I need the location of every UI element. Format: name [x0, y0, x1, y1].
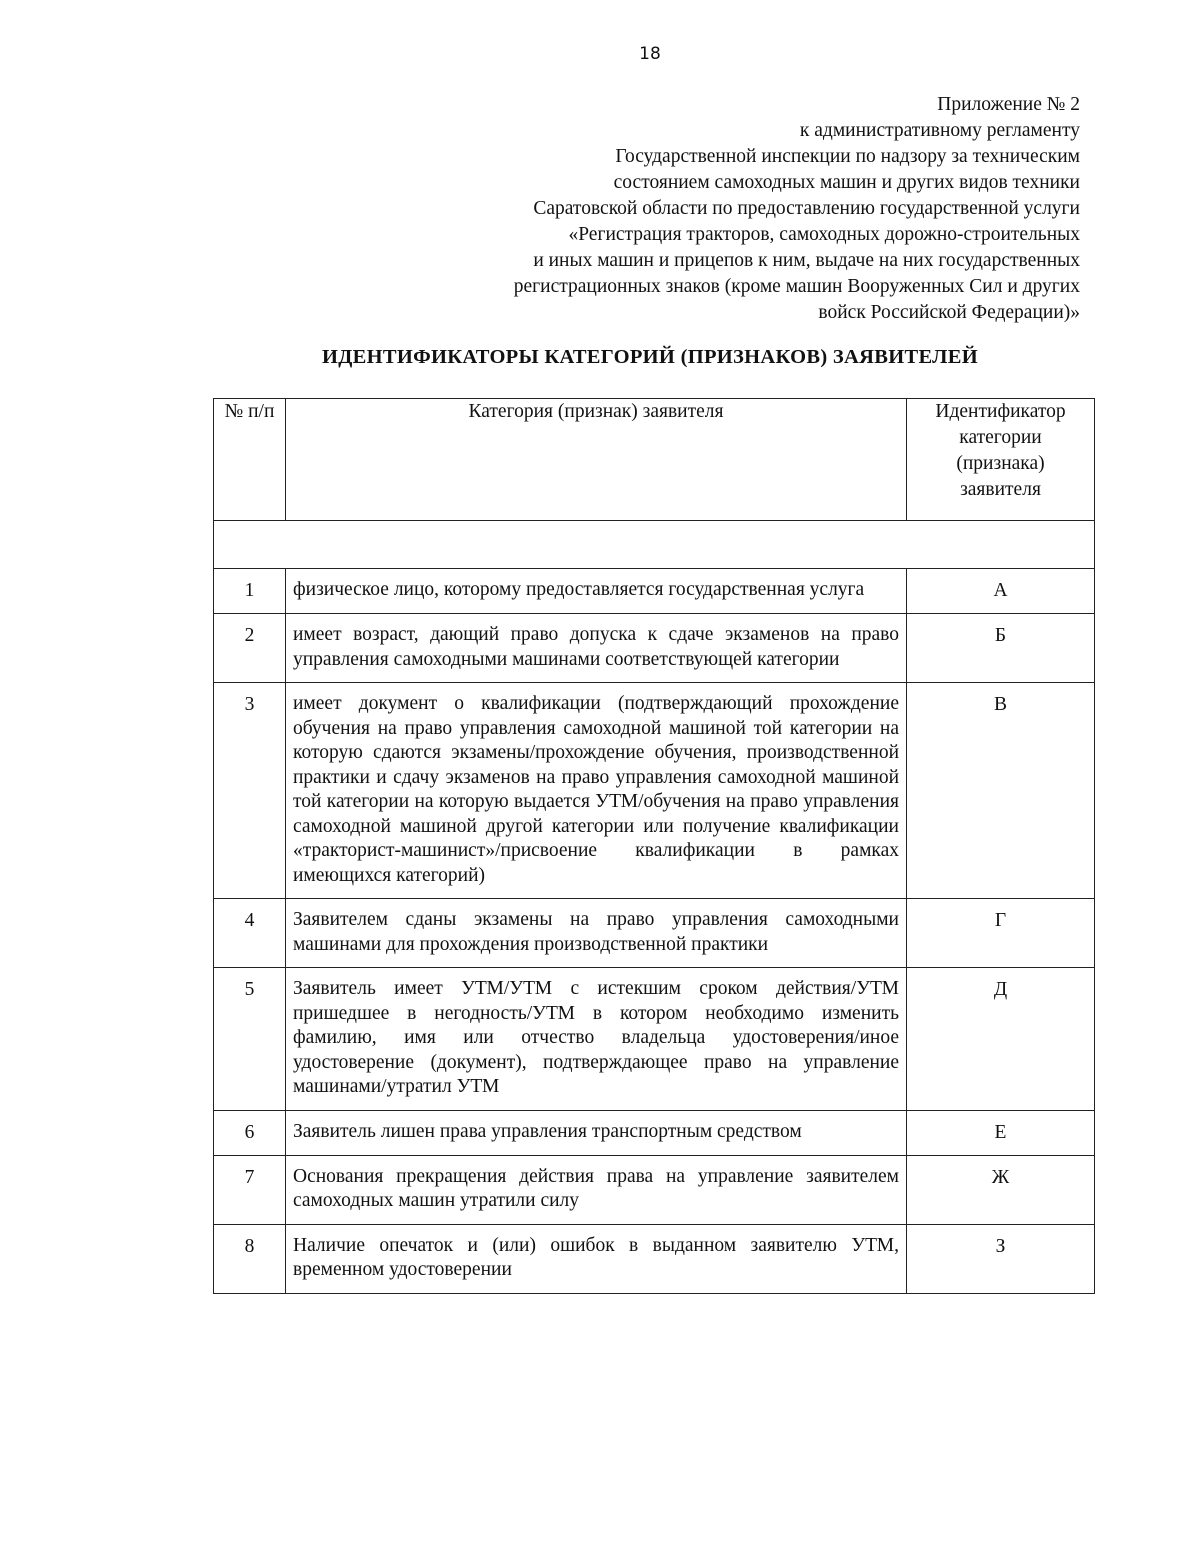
row-num: 1 — [214, 569, 286, 614]
row-category: имеет возраст, дающий право допуска к сдаче экзаменов на право управления самоходными машинами соответствующей категории — [286, 614, 907, 683]
row-identifier: З — [907, 1224, 1095, 1293]
row-identifier: Е — [907, 1110, 1095, 1155]
table-row — [214, 569, 1095, 614]
empty-cell — [214, 521, 1095, 569]
header-identifier: Идентификатор категории (признака) заявителя — [907, 399, 1095, 521]
table-header-row — [214, 399, 1095, 521]
appendix-line: и иных машин и прицепов к ним, выдаче на них государственных — [533, 250, 1080, 271]
appendix-line: состоянием самоходных машин и других видов техники — [613, 172, 1080, 193]
row-num: 5 — [214, 968, 286, 1111]
appendix-line: Саратовской области по предоставлению государственной услуги — [533, 198, 1080, 219]
table-row — [214, 1155, 1095, 1224]
row-identifier: А — [907, 569, 1095, 614]
row-category: физическое лицо, которому предоставляется государственная услуга — [286, 569, 907, 614]
appendix-line: войск Российской Федерации)» — [818, 302, 1080, 323]
row-category: Наличие опечаток и (или) ошибок в выданном заявителю УТМ, временном удостоверении — [286, 1224, 907, 1293]
row-category: Основания прекращения действия права на управление заявителем самоходных машин утратили силу — [286, 1155, 907, 1224]
row-identifier: Д — [907, 968, 1095, 1111]
header-num: № п/п — [214, 399, 286, 521]
table-row — [214, 968, 1095, 1111]
appendix-line: Приложение № 2 — [937, 94, 1080, 115]
table-empty-row — [214, 521, 1095, 569]
row-num: 6 — [214, 1110, 286, 1155]
row-num: 4 — [214, 899, 286, 968]
row-identifier: Ж — [907, 1155, 1095, 1224]
header-category: Категория (признак) заявителя — [286, 399, 907, 521]
table-row — [214, 1224, 1095, 1293]
row-category: Заявитель лишен права управления транспортным средством — [286, 1110, 907, 1155]
document-title: ИДЕНТИФИКАТОРЫ КАТЕГОРИЙ (ПРИЗНАКОВ) ЗАЯВИТЕЛЕЙ — [322, 346, 978, 368]
row-identifier: Г — [907, 899, 1095, 968]
table-row — [214, 899, 1095, 968]
row-identifier: Б — [907, 614, 1095, 683]
table-row — [214, 1110, 1095, 1155]
appendix-line: «Регистрация тракторов, самоходных дорожно-строительных — [568, 224, 1080, 245]
appendix-header — [380, 92, 1080, 326]
table-row — [214, 683, 1095, 899]
row-num: 2 — [214, 614, 286, 683]
row-category: имеет документ о квалификации (подтверждающий прохождение обучения на право управления самоходной машиной той категории на которую сдаются экзамены/прохождение обучения, производственной практики и сдачу экзаменов на право управления самоходной машиной той категории на которую выдается УТМ/обучения на право управления самоходной машиной другой категории или получение квалификации «тракторист-машинист»/присвоение квалификации в рамках имеющихся категорий) — [286, 683, 907, 899]
page-number: 18 — [639, 44, 661, 64]
table-row — [214, 614, 1095, 683]
row-category: Заявитель имеет УТМ/УТМ с истекшим сроком действия/УТМ пришедшее в негодность/УТМ в котором необходимо изменить фамилию, имя или отчество владельца удостоверения/иное удостоверение (документ), подтверждающее право на управление машинами/утратил УТМ — [286, 968, 907, 1111]
row-num: 7 — [214, 1155, 286, 1224]
appendix-line: регистрационных знаков (кроме машин Вооруженных Сил и других — [513, 276, 1080, 297]
row-category: Заявителем сданы экзамены на право управления самоходными машинами для прохождения производственной практики — [286, 899, 907, 968]
applicant-categories-table — [213, 398, 1095, 1294]
appendix-line: Государственной инспекции по надзору за техническим — [615, 146, 1080, 167]
row-identifier: В — [907, 683, 1095, 899]
row-num: 8 — [214, 1224, 286, 1293]
appendix-line: к административному регламенту — [799, 120, 1080, 141]
row-num: 3 — [214, 683, 286, 899]
